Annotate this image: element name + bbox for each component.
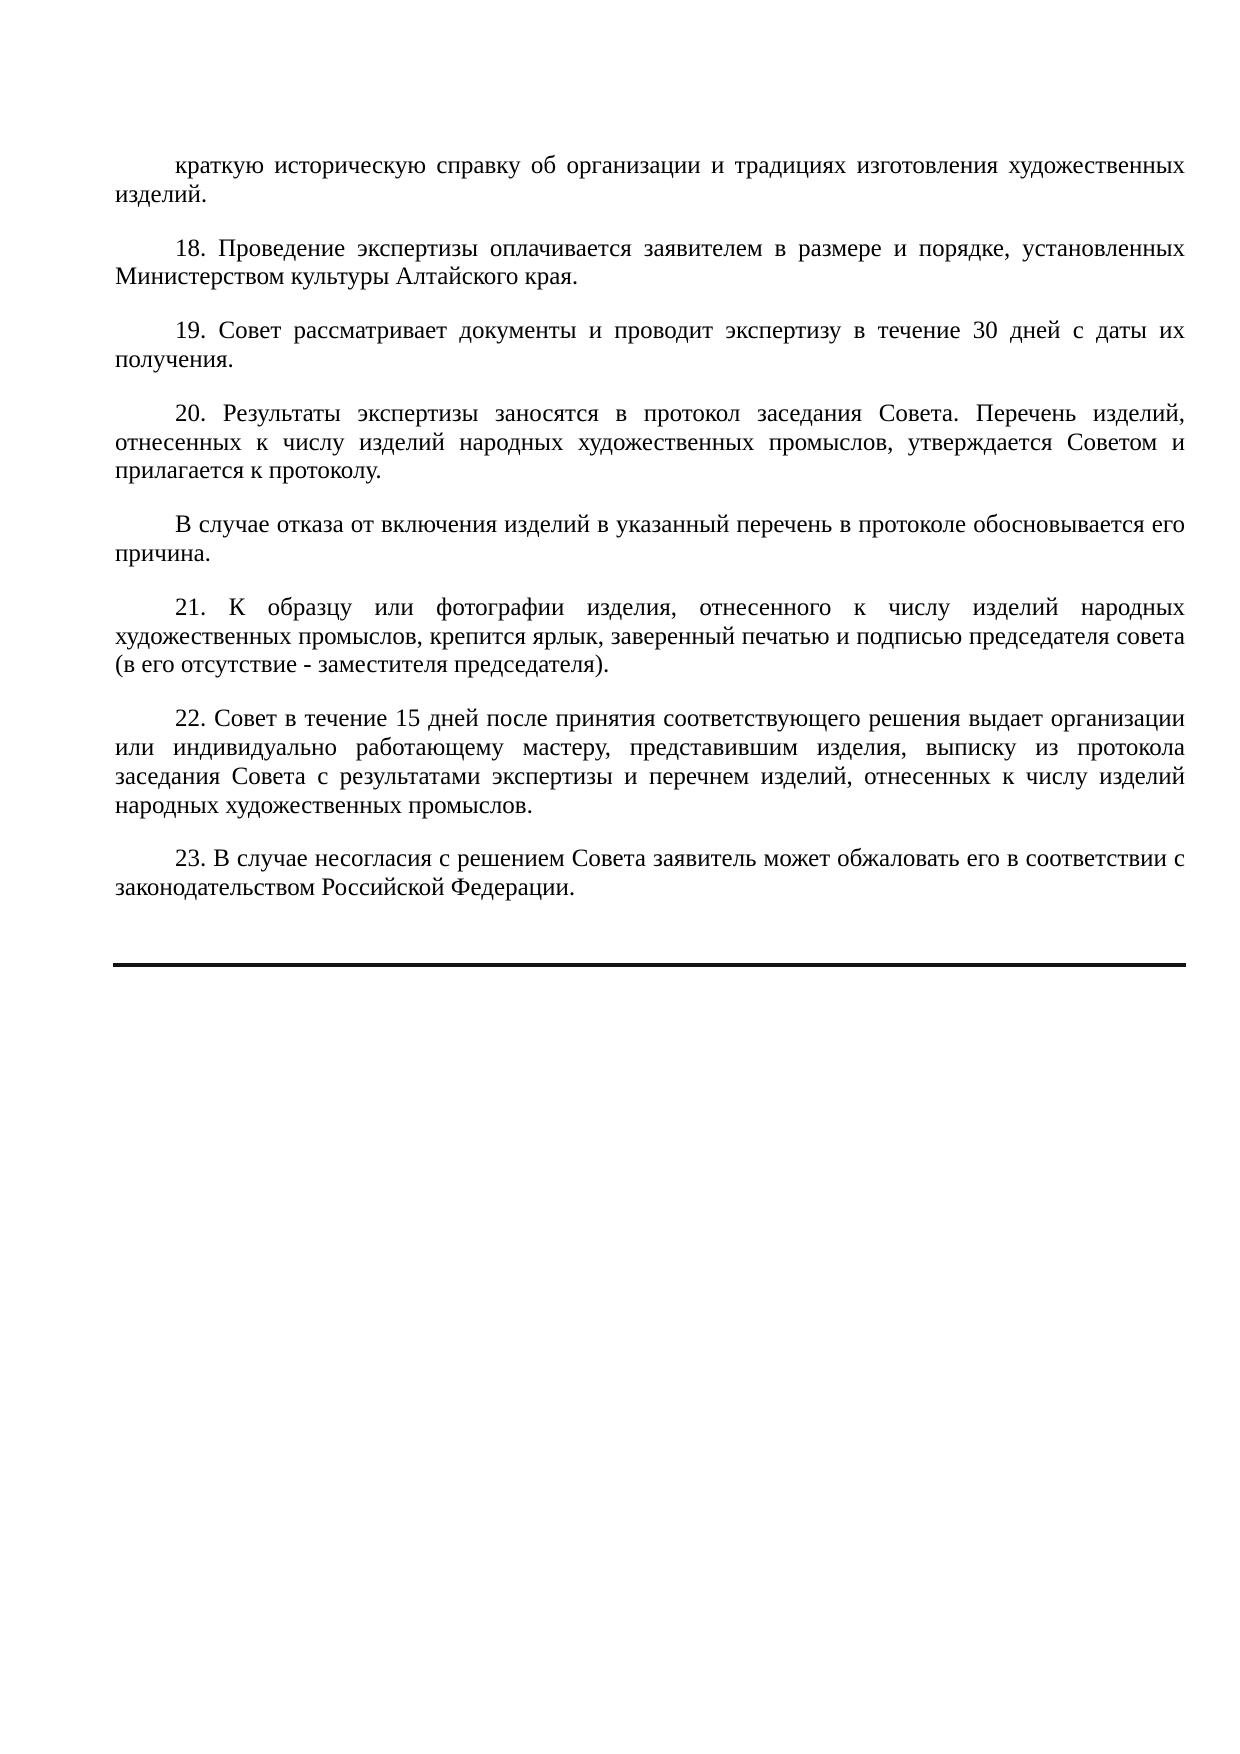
paragraph-item-21: 21. К образцу или фотографии изделия, отнесенного к числу изделий народных художественных промыслов, крепится ярлык, заверенный печатью и подписью председателя совета (в его отсутствие - заместителя председателя). (115, 593, 1185, 679)
paragraph-item-22: 22. Совет в течение 15 дней после принятия соответствующего решения выдает организации или индивидуально работающему мастеру, представившим изделия, выписку из протокола заседания Совета с результатами экспертизы и перечнем изделий, отнесенных к числу изделий народных художественных промыслов. (115, 705, 1185, 819)
horizontal-rule (113, 963, 1186, 967)
document-body (115, 152, 1185, 903)
paragraph-item-20: 20. Результаты экспертизы заносятся в протокол заседания Совета. Перечень изделий, отнесенных к числу изделий народных художественных промыслов, утверждается Советом и прилагается к протоколу. (115, 399, 1185, 485)
paragraph-item-19: 19. Совет рассматривает документы и проводит экспертизу в течение 30 дней с даты их получения. (115, 317, 1185, 373)
paragraph-intro-continuation: краткую историческую справку об организации и традициях изготовления художественных изделий. (115, 152, 1185, 208)
paragraph-item-18: 18. Проведение экспертизы оплачивается заявителем в размере и порядке, установленных Министерством культуры Алтайского края. (115, 234, 1185, 291)
paragraph-item-20-note: В случае отказа от включения изделий в указанный перечень в протоколе обосновывается его причина. (115, 511, 1185, 567)
paragraph-item-23: 23. В случае несогласия с решением Совета заявитель может обжаловать его в соответствии с законодательством Российской Федерации. (115, 845, 1185, 902)
